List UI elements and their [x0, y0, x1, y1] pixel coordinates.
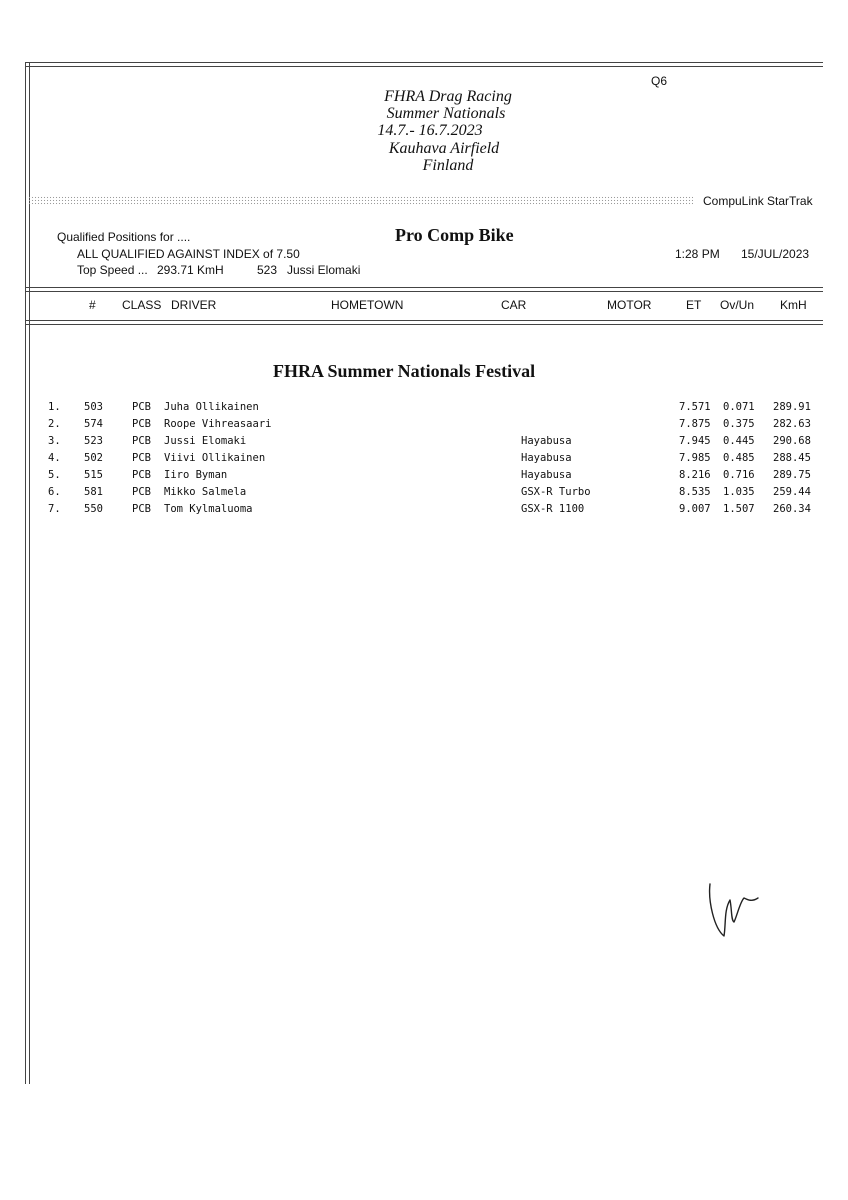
pos: 5.	[48, 469, 61, 481]
ovun: 0.375	[723, 418, 755, 430]
left-margin-line-inner	[29, 62, 30, 1084]
et: 9.007	[679, 503, 711, 515]
col-class: CLASS	[122, 298, 162, 312]
class: PCB	[132, 401, 151, 413]
col-number: #	[89, 298, 96, 312]
car-number: 503	[84, 401, 103, 413]
class: PCB	[132, 435, 151, 447]
car-number: 574	[84, 418, 103, 430]
driver: Tom Kylmaluoma	[164, 503, 253, 515]
et: 7.945	[679, 435, 711, 447]
car: Hayabusa	[521, 452, 572, 464]
driver: Viivi Ollikainen	[164, 452, 266, 464]
col-ovun: Ov/Un	[720, 298, 755, 312]
kmh: 282.63	[773, 418, 811, 430]
driver: Roope Vihreasaari	[164, 418, 272, 430]
col-et: ET	[686, 298, 702, 312]
dotted-separator	[28, 196, 693, 205]
et: 7.875	[679, 418, 711, 430]
class: PCB	[132, 503, 151, 515]
kmh: 259.44	[773, 486, 811, 498]
car: GSX-R 1100	[521, 503, 585, 515]
table-row	[0, 418, 848, 435]
event-dates: 14.7.- 16.7.2023	[377, 122, 483, 139]
page-code: Q6	[651, 74, 668, 88]
table-row	[0, 401, 848, 418]
car-number: 550	[84, 503, 103, 515]
col-driver: DRIVER	[171, 298, 217, 312]
car-number: 523	[84, 435, 103, 447]
signature	[700, 876, 770, 946]
kmh: 288.45	[773, 452, 811, 464]
ovun: 0.071	[723, 401, 755, 413]
system-name: CompuLink StarTrak	[703, 194, 813, 208]
event-title: FHRA Drag Racing	[384, 88, 512, 105]
kmh: 289.75	[773, 469, 811, 481]
col-car: CAR	[501, 298, 527, 312]
car: Hayabusa	[521, 435, 572, 447]
table-row	[0, 469, 848, 486]
kmh: 260.34	[773, 503, 811, 515]
index-line: ALL QUALIFIED AGAINST INDEX of 7.50	[77, 247, 300, 261]
qualified-for-label: Qualified Positions for ....	[57, 230, 191, 244]
pos: 6.	[48, 486, 61, 498]
kmh: 289.91	[773, 401, 811, 413]
header-line-top-1	[25, 287, 823, 288]
ovun: 1.035	[723, 486, 755, 498]
left-margin-line-outer	[25, 62, 26, 1084]
report-time: 1:28 PM	[675, 247, 720, 261]
col-hometown: HOMETOWN	[331, 298, 404, 312]
col-motor: MOTOR	[607, 298, 652, 312]
car: Hayabusa	[521, 469, 572, 481]
ovun: 1.507	[723, 503, 755, 515]
driver: Iiro Byman	[164, 469, 228, 481]
top-speed-driver: Jussi Elomaki	[287, 263, 361, 277]
et: 8.216	[679, 469, 711, 481]
top-speed-label: Top Speed ...	[77, 263, 148, 277]
et: 7.985	[679, 452, 711, 464]
table-row	[0, 452, 848, 469]
class: PCB	[132, 418, 151, 430]
header-line-bottom-2	[25, 324, 823, 325]
ovun: 0.485	[723, 452, 755, 464]
car: GSX-R Turbo	[521, 486, 591, 498]
ovun: 0.445	[723, 435, 755, 447]
car-number: 581	[84, 486, 103, 498]
table-row	[0, 435, 848, 452]
class-title: Pro Comp Bike	[395, 225, 514, 245]
et: 8.535	[679, 486, 711, 498]
top-speed-value: 293.71 KmH	[157, 263, 224, 277]
car-number: 515	[84, 469, 103, 481]
event-subtitle: Summer Nationals	[386, 105, 506, 122]
driver: Jussi Elomaki	[164, 435, 247, 447]
table-row	[0, 486, 848, 503]
ovun: 0.716	[723, 469, 755, 481]
report-date: 15/JUL/2023	[741, 247, 810, 261]
class: PCB	[132, 469, 151, 481]
pos: 2.	[48, 418, 61, 430]
festival-title: FHRA Summer Nationals Festival	[273, 361, 536, 381]
top-border-line	[25, 62, 823, 63]
header-line-bottom-1	[25, 320, 823, 321]
car-number: 502	[84, 452, 103, 464]
class: PCB	[132, 486, 151, 498]
driver: Mikko Salmela	[164, 486, 247, 498]
pos: 3.	[48, 435, 61, 447]
event-venue: Kauhava Airfield	[388, 140, 500, 157]
event-country: Finland	[422, 157, 474, 174]
kmh: 290.68	[773, 435, 811, 447]
col-kmh: KmH	[780, 298, 807, 312]
driver: Juha Ollikainen	[164, 401, 259, 413]
header-line-top-2	[25, 291, 823, 292]
table-row	[0, 503, 848, 520]
top-speed-number: 523	[257, 263, 278, 277]
class: PCB	[132, 452, 151, 464]
pos: 1.	[48, 401, 61, 413]
et: 7.571	[679, 401, 711, 413]
pos: 7.	[48, 503, 61, 515]
top-border-line-2	[25, 66, 823, 67]
pos: 4.	[48, 452, 61, 464]
